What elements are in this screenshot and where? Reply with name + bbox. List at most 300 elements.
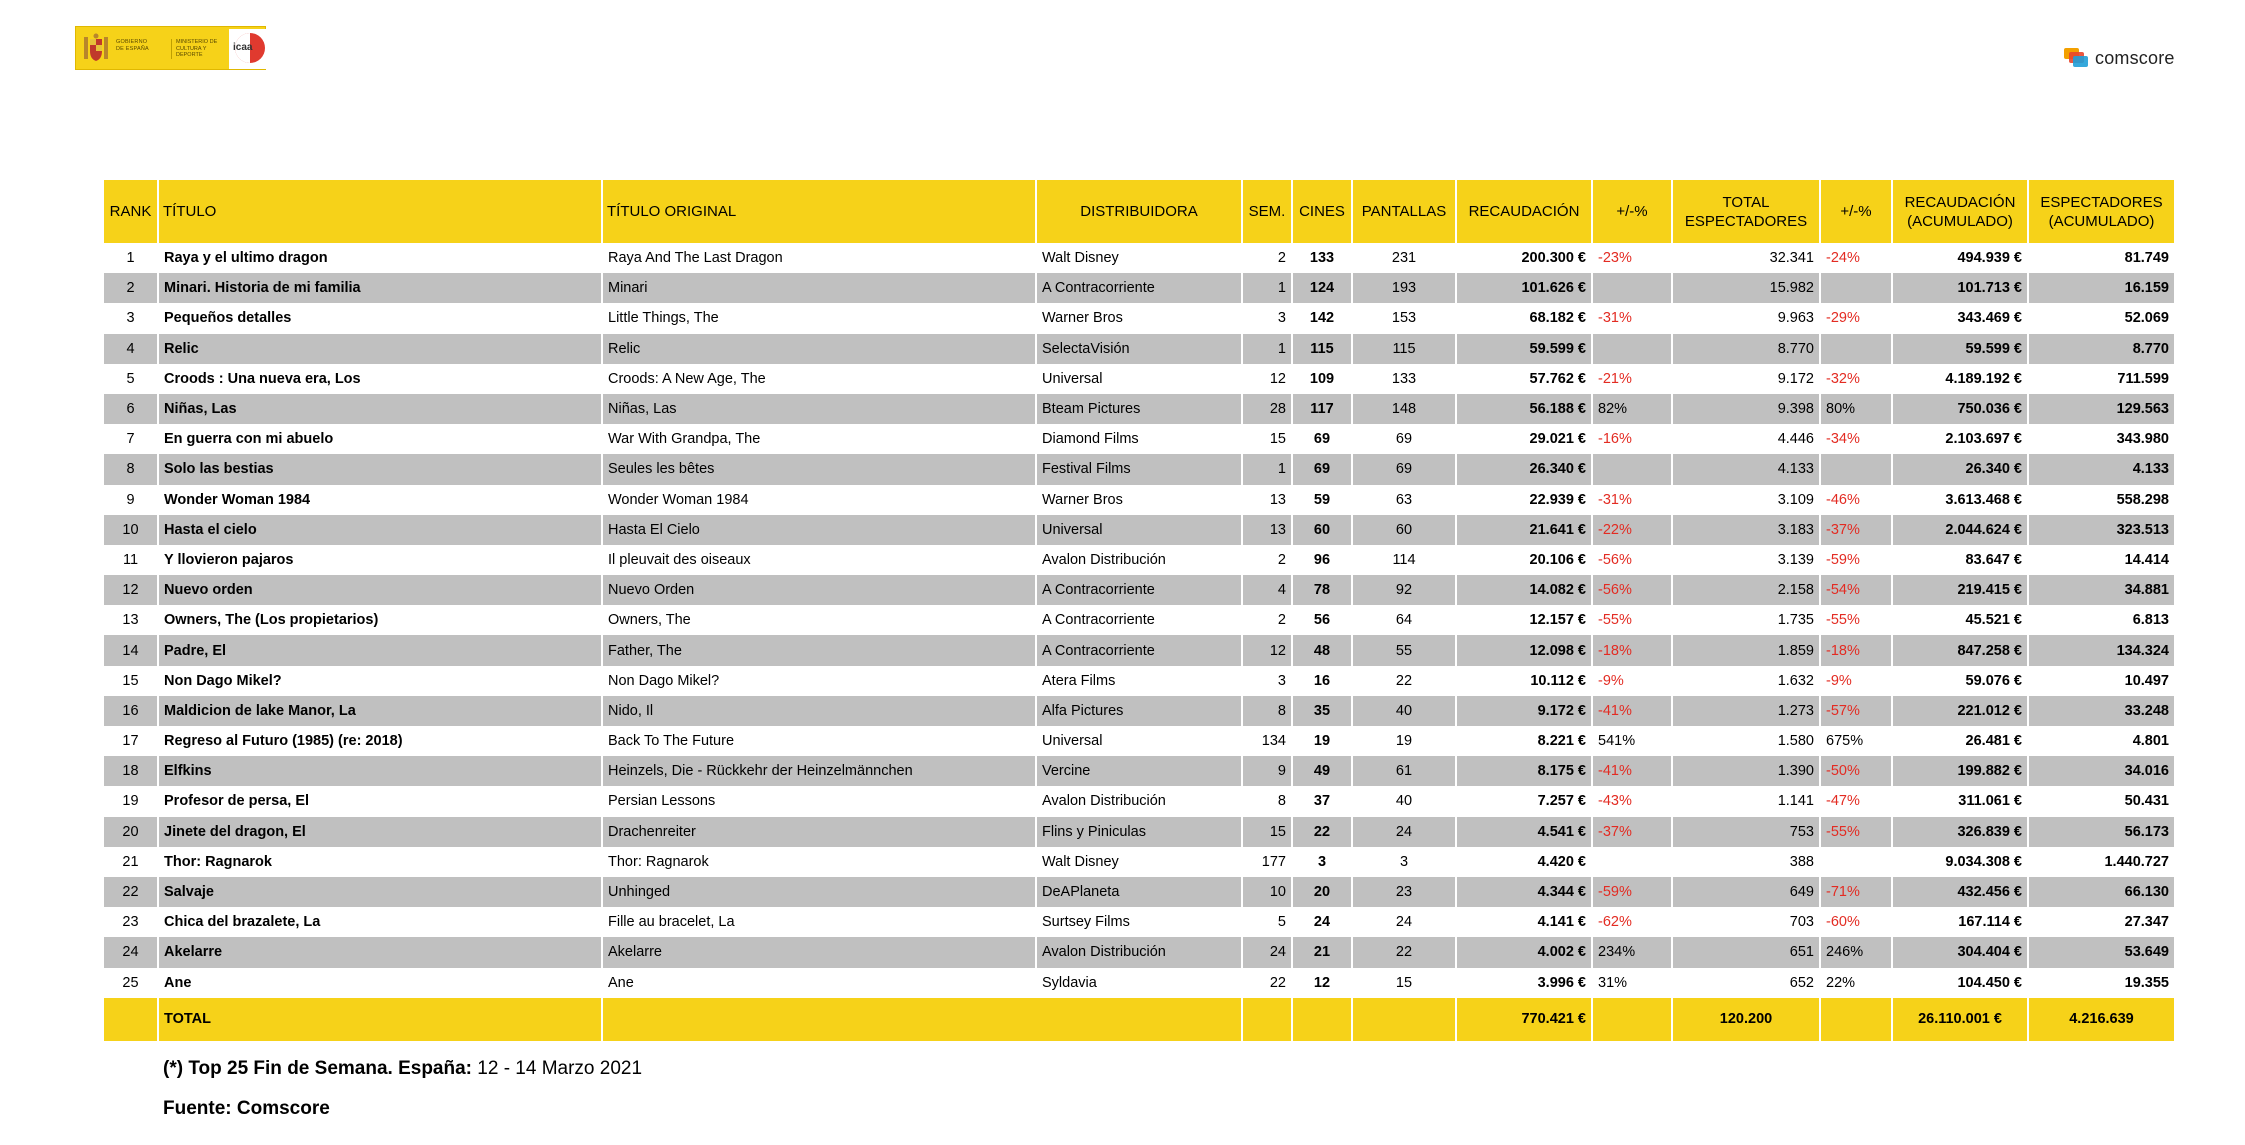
cell-cines: 20 <box>1292 877 1352 907</box>
cell-sem: 12 <box>1242 364 1292 394</box>
cell-v2 <box>1820 273 1892 303</box>
cell-cines: 78 <box>1292 575 1352 605</box>
cell-dist: Diamond Films <box>1036 424 1242 454</box>
footnote <box>163 1058 642 1080</box>
cell-v1: -21% <box>1592 364 1672 394</box>
cell-rec: 29.021 € <box>1456 424 1592 454</box>
cell-v2: -50% <box>1820 756 1892 786</box>
cell-dist: Alfa Pictures <box>1036 696 1242 726</box>
cell-rec_acum: 311.061 € <box>1892 786 2028 816</box>
cell-esp: 4.133 <box>1672 454 1820 484</box>
col-sem: SEM. <box>1242 180 1292 243</box>
cell-titulo: Non Dago Mikel? <box>158 666 602 696</box>
cell-titulo: Solo las bestias <box>158 454 602 484</box>
cell-dist: Atera Films <box>1036 666 1242 696</box>
cell-cines: 12 <box>1292 968 1352 998</box>
cell-rec: 4.541 € <box>1456 817 1592 847</box>
cell-v1: -43% <box>1592 786 1672 816</box>
cell-esp_acum: 81.749 <box>2028 243 2174 273</box>
cell-esp: 3.183 <box>1672 515 1820 545</box>
cell-cines: 56 <box>1292 605 1352 635</box>
cell-v1: -18% <box>1592 635 1672 665</box>
cell-v2: -32% <box>1820 364 1892 394</box>
cell-rec_acum: 2.103.697 € <box>1892 424 2028 454</box>
cell-cines: 69 <box>1292 454 1352 484</box>
cell-titulo: Nuevo orden <box>158 575 602 605</box>
cell-v1: -62% <box>1592 907 1672 937</box>
cell-rank: 1 <box>104 243 158 273</box>
cell-v2: -60% <box>1820 907 1892 937</box>
cell-esp: 9.398 <box>1672 394 1820 424</box>
col-rec-acum-line1: RECAUDACIÓN <box>1904 193 2016 211</box>
cell-v2: 246% <box>1820 937 1892 967</box>
cell-pantallas: 193 <box>1352 273 1456 303</box>
cell-rec_acum: 2.044.624 € <box>1892 515 2028 545</box>
cell-v1: 541% <box>1592 726 1672 756</box>
col-recaudacion-acumulado <box>1892 180 2028 243</box>
cell-esp: 1.390 <box>1672 756 1820 786</box>
cell-pantallas: 63 <box>1352 485 1456 515</box>
cell-cines: 109 <box>1292 364 1352 394</box>
cell-rank: 15 <box>104 666 158 696</box>
cell-titulo: Chica del brazalete, La <box>158 907 602 937</box>
cell-original: Thor: Ragnarok <box>602 847 1036 877</box>
cell-rank: 18 <box>104 756 158 786</box>
cell-pantallas: 92 <box>1352 575 1456 605</box>
col-titulo: TÍTULO <box>158 180 602 243</box>
cell-dist: A Contracorriente <box>1036 273 1242 303</box>
cell-dist: Vercine <box>1036 756 1242 786</box>
cell-rec_acum: 304.404 € <box>1892 937 2028 967</box>
cell-pantallas: 148 <box>1352 394 1456 424</box>
cell-esp_acum: 323.513 <box>2028 515 2174 545</box>
cell-rank: 11 <box>104 545 158 575</box>
cell-original: Non Dago Mikel? <box>602 666 1036 696</box>
cell-original: War With Grandpa, The <box>602 424 1036 454</box>
cell-cines: 24 <box>1292 907 1352 937</box>
table-row <box>104 786 2174 816</box>
cell-dist: Universal <box>1036 726 1242 756</box>
col-pantallas: PANTALLAS <box>1352 180 1456 243</box>
cell-esp: 4.446 <box>1672 424 1820 454</box>
source-note: Fuente: Comscore <box>163 1098 330 1119</box>
table-row <box>104 334 2174 364</box>
cell-esp_acum: 343.980 <box>2028 424 2174 454</box>
cell-esp_acum: 56.173 <box>2028 817 2174 847</box>
cell-titulo: Padre, El <box>158 635 602 665</box>
cell-esp: 32.341 <box>1672 243 1820 273</box>
col-espectadores-acumulado <box>2028 180 2174 243</box>
cell-v2: -57% <box>1820 696 1892 726</box>
cell-original: Akelarre <box>602 937 1036 967</box>
cell-v1: -31% <box>1592 303 1672 333</box>
cell-esp: 753 <box>1672 817 1820 847</box>
cell-dist: Warner Bros <box>1036 485 1242 515</box>
cell-sem: 22 <box>1242 968 1292 998</box>
cell-original: Drachenreiter <box>602 817 1036 847</box>
cell-dist: Warner Bros <box>1036 303 1242 333</box>
cell-esp_acum: 14.414 <box>2028 545 2174 575</box>
cell-esp_acum: 52.069 <box>2028 303 2174 333</box>
table-row <box>104 454 2174 484</box>
cell-pantallas: 114 <box>1352 545 1456 575</box>
cell-v1: -56% <box>1592 545 1672 575</box>
cell-cines: 22 <box>1292 817 1352 847</box>
cell-esp: 1.859 <box>1672 635 1820 665</box>
cell-esp: 1.273 <box>1672 696 1820 726</box>
cell-rec_acum: 3.613.468 € <box>1892 485 2028 515</box>
cell-rec: 101.626 € <box>1456 273 1592 303</box>
cell-sem: 9 <box>1242 756 1292 786</box>
cell-v2: 22% <box>1820 968 1892 998</box>
col-distribuidora: DISTRIBUIDORA <box>1036 180 1242 243</box>
cell-rank: 7 <box>104 424 158 454</box>
cell-rec: 57.762 € <box>1456 364 1592 394</box>
cell-titulo: Wonder Woman 1984 <box>158 485 602 515</box>
cell-v2: -54% <box>1820 575 1892 605</box>
cell-v1: 31% <box>1592 968 1672 998</box>
table-row <box>104 575 2174 605</box>
cell-rec: 7.257 € <box>1456 786 1592 816</box>
cell-titulo: Hasta el cielo <box>158 515 602 545</box>
cell-rec: 4.002 € <box>1456 937 1592 967</box>
table-row <box>104 817 2174 847</box>
cell-rank: 21 <box>104 847 158 877</box>
cell-v1: -41% <box>1592 756 1672 786</box>
cell-rec: 4.420 € <box>1456 847 1592 877</box>
cell-esp_acum: 66.130 <box>2028 877 2174 907</box>
cell-cines: 35 <box>1292 696 1352 726</box>
cell-original: Back To The Future <box>602 726 1036 756</box>
cell-esp: 9.963 <box>1672 303 1820 333</box>
cell-esp_acum: 33.248 <box>2028 696 2174 726</box>
cell-v1: -9% <box>1592 666 1672 696</box>
cell-v1 <box>1592 273 1672 303</box>
cell-v2 <box>1820 454 1892 484</box>
table-row <box>104 273 2174 303</box>
col-cines: CINES <box>1292 180 1352 243</box>
cell-rec: 12.098 € <box>1456 635 1592 665</box>
cell-pantallas: 231 <box>1352 243 1456 273</box>
cell-rec: 8.221 € <box>1456 726 1592 756</box>
table-row <box>104 696 2174 726</box>
cell-esp: 8.770 <box>1672 334 1820 364</box>
cell-cines: 37 <box>1292 786 1352 816</box>
cell-rec: 21.641 € <box>1456 515 1592 545</box>
cell-rec: 200.300 € <box>1456 243 1592 273</box>
cell-v1: -55% <box>1592 605 1672 635</box>
table-header-row <box>104 180 2174 243</box>
col-esp-acum-line2: (ACUMULADO) <box>2048 212 2155 230</box>
cell-rank: 13 <box>104 605 158 635</box>
cell-rank: 12 <box>104 575 158 605</box>
col-recaudacion: RECAUDACIÓN <box>1456 180 1592 243</box>
cell-esp_acum: 8.770 <box>2028 334 2174 364</box>
cell-pantallas: 24 <box>1352 907 1456 937</box>
table-row <box>104 907 2174 937</box>
cell-rec_acum: 432.456 € <box>1892 877 2028 907</box>
col-var-espectadores: +/-% <box>1820 180 1892 243</box>
cell-sem: 24 <box>1242 937 1292 967</box>
cell-rec_acum: 167.114 € <box>1892 907 2028 937</box>
cell-rec: 14.082 € <box>1456 575 1592 605</box>
cell-titulo: Niñas, Las <box>158 394 602 424</box>
cell-original: Ane <box>602 968 1036 998</box>
cell-sem: 2 <box>1242 605 1292 635</box>
cell-sem: 3 <box>1242 666 1292 696</box>
cell-cines: 117 <box>1292 394 1352 424</box>
cell-original: Father, The <box>602 635 1036 665</box>
cell-pantallas: 22 <box>1352 666 1456 696</box>
cell-sem: 10 <box>1242 877 1292 907</box>
cell-cines: 142 <box>1292 303 1352 333</box>
cell-dist: Syldavia <box>1036 968 1242 998</box>
cell-rec_acum: 199.882 € <box>1892 756 2028 786</box>
cell-original: Unhinged <box>602 877 1036 907</box>
footnote-title: (*) Top 25 Fin de Semana. España: <box>163 1058 472 1079</box>
table-row <box>104 666 2174 696</box>
cell-titulo: Regreso al Futuro (1985) (re: 2018) <box>158 726 602 756</box>
cell-v2: -46% <box>1820 485 1892 515</box>
footnote-dates: 12 - 14 Marzo 2021 <box>472 1058 643 1079</box>
cell-v2 <box>1820 847 1892 877</box>
cell-original: Owners, The <box>602 605 1036 635</box>
cell-sem: 5 <box>1242 907 1292 937</box>
cell-titulo: Salvaje <box>158 877 602 907</box>
col-var-recaudacion: +/-% <box>1592 180 1672 243</box>
cell-rec: 68.182 € <box>1456 303 1592 333</box>
cell-dist: Flins y Piniculas <box>1036 817 1242 847</box>
cell-rec_acum: 59.076 € <box>1892 666 2028 696</box>
cell-pantallas: 3 <box>1352 847 1456 877</box>
total-espectadores: 120.200 <box>1672 998 1820 1041</box>
cell-rec: 4.141 € <box>1456 907 1592 937</box>
cell-rank: 10 <box>104 515 158 545</box>
cell-pantallas: 69 <box>1352 424 1456 454</box>
cell-rank: 9 <box>104 485 158 515</box>
cell-titulo: Minari. Historia de mi familia <box>158 273 602 303</box>
cell-esp_acum: 10.497 <box>2028 666 2174 696</box>
cell-sem: 177 <box>1242 847 1292 877</box>
cell-rank: 8 <box>104 454 158 484</box>
cell-esp: 703 <box>1672 907 1820 937</box>
table-row <box>104 485 2174 515</box>
cell-sem: 1 <box>1242 454 1292 484</box>
cell-sem: 4 <box>1242 575 1292 605</box>
cell-v2: -18% <box>1820 635 1892 665</box>
cell-v1: -31% <box>1592 485 1672 515</box>
cell-rec_acum: 494.939 € <box>1892 243 2028 273</box>
cell-sem: 8 <box>1242 696 1292 726</box>
cell-pantallas: 24 <box>1352 817 1456 847</box>
cell-cines: 16 <box>1292 666 1352 696</box>
cell-titulo: Relic <box>158 334 602 364</box>
cell-titulo: Raya y el ultimo dragon <box>158 243 602 273</box>
cell-rec_acum: 59.599 € <box>1892 334 2028 364</box>
cell-sem: 15 <box>1242 817 1292 847</box>
cell-rec_acum: 83.647 € <box>1892 545 2028 575</box>
cell-rec_acum: 9.034.308 € <box>1892 847 2028 877</box>
cell-titulo: Y llovieron pajaros <box>158 545 602 575</box>
total-recaudacion: 770.421 € <box>1456 998 1592 1041</box>
cell-rec_acum: 326.839 € <box>1892 817 2028 847</box>
cell-original: Heinzels, Die - Rückkehr der Heinzelmännchen <box>602 756 1036 786</box>
cell-dist: A Contracorriente <box>1036 605 1242 635</box>
table-row <box>104 635 2174 665</box>
cell-original: Niñas, Las <box>602 394 1036 424</box>
cell-v2 <box>1820 334 1892 364</box>
col-rank: RANK <box>104 180 158 243</box>
table-row <box>104 515 2174 545</box>
cell-rec: 26.340 € <box>1456 454 1592 484</box>
cell-sem: 12 <box>1242 635 1292 665</box>
cell-original: Croods: A New Age, The <box>602 364 1036 394</box>
cell-pantallas: 60 <box>1352 515 1456 545</box>
cell-rec_acum: 750.036 € <box>1892 394 2028 424</box>
cell-pantallas: 69 <box>1352 454 1456 484</box>
cell-pantallas: 61 <box>1352 756 1456 786</box>
cell-v2: 80% <box>1820 394 1892 424</box>
cell-esp: 651 <box>1672 937 1820 967</box>
cell-esp: 1.735 <box>1672 605 1820 635</box>
table-row <box>104 424 2174 454</box>
cell-sem: 1 <box>1242 334 1292 364</box>
cell-titulo: Jinete del dragon, El <box>158 817 602 847</box>
ministry-text: MINISTERIO DE CULTURA Y DEPORTE <box>171 39 226 59</box>
table-row <box>104 726 2174 756</box>
cell-dist: DeAPlaneta <box>1036 877 1242 907</box>
cell-sem: 2 <box>1242 545 1292 575</box>
cell-rank: 14 <box>104 635 158 665</box>
cell-v1: -59% <box>1592 877 1672 907</box>
cell-rec_acum: 221.012 € <box>1892 696 2028 726</box>
table-row <box>104 605 2174 635</box>
cell-dist: Universal <box>1036 515 1242 545</box>
spain-crest-icon <box>82 33 110 65</box>
cell-dist: A Contracorriente <box>1036 635 1242 665</box>
cell-cines: 59 <box>1292 485 1352 515</box>
cell-v1: 82% <box>1592 394 1672 424</box>
cell-pantallas: 22 <box>1352 937 1456 967</box>
cell-esp_acum: 6.813 <box>2028 605 2174 635</box>
cell-rank: 25 <box>104 968 158 998</box>
table-row <box>104 968 2174 998</box>
cell-dist: Avalon Distribución <box>1036 545 1242 575</box>
cell-titulo: Profesor de persa, El <box>158 786 602 816</box>
col-titulo-original: TÍTULO ORIGINAL <box>602 180 1036 243</box>
cell-esp: 2.158 <box>1672 575 1820 605</box>
cell-rank: 24 <box>104 937 158 967</box>
table-row <box>104 364 2174 394</box>
cell-v2: -55% <box>1820 817 1892 847</box>
cell-esp_acum: 34.881 <box>2028 575 2174 605</box>
cell-sem: 2 <box>1242 243 1292 273</box>
cell-esp_acum: 711.599 <box>2028 364 2174 394</box>
cell-rank: 2 <box>104 273 158 303</box>
cell-esp_acum: 16.159 <box>2028 273 2174 303</box>
comscore-text: comscore <box>2095 47 2175 68</box>
cell-cines: 49 <box>1292 756 1352 786</box>
col-esp-acum-line1: ESPECTADORES <box>2040 193 2163 211</box>
cell-esp_acum: 558.298 <box>2028 485 2174 515</box>
cell-rec: 56.188 € <box>1456 394 1592 424</box>
cell-cines: 60 <box>1292 515 1352 545</box>
cell-esp: 1.580 <box>1672 726 1820 756</box>
cell-rec_acum: 343.469 € <box>1892 303 2028 333</box>
cell-pantallas: 40 <box>1352 786 1456 816</box>
icaa-text: icaa <box>233 42 253 53</box>
cell-original: Wonder Woman 1984 <box>602 485 1036 515</box>
cell-rank: 23 <box>104 907 158 937</box>
cell-rec: 9.172 € <box>1456 696 1592 726</box>
cell-dist: SelectaVisión <box>1036 334 1242 364</box>
cell-esp_acum: 4.801 <box>2028 726 2174 756</box>
total-espectadores-acumulado: 4.216.639 <box>2028 998 2174 1041</box>
cell-v1: -37% <box>1592 817 1672 847</box>
cell-esp: 3.109 <box>1672 485 1820 515</box>
cell-rank: 20 <box>104 817 158 847</box>
government-text: GOBIERNO DE ESPAÑA <box>116 39 149 52</box>
cell-sem: 1 <box>1242 273 1292 303</box>
cell-original: Seules les bêtes <box>602 454 1036 484</box>
cell-esp_acum: 27.347 <box>2028 907 2174 937</box>
cell-rec_acum: 26.340 € <box>1892 454 2028 484</box>
cell-original: Nuevo Orden <box>602 575 1036 605</box>
col-total-espectadores-line2: ESPECTADORES <box>1684 212 1808 230</box>
cell-esp_acum: 134.324 <box>2028 635 2174 665</box>
cell-original: Il pleuvait des oiseaux <box>602 545 1036 575</box>
total-label: TOTAL <box>158 998 602 1041</box>
cell-cines: 96 <box>1292 545 1352 575</box>
cell-rec_acum: 104.450 € <box>1892 968 2028 998</box>
cell-titulo: Akelarre <box>158 937 602 967</box>
cell-v2: -55% <box>1820 605 1892 635</box>
cell-esp_acum: 129.563 <box>2028 394 2174 424</box>
cell-esp_acum: 34.016 <box>2028 756 2174 786</box>
cell-dist: Walt Disney <box>1036 847 1242 877</box>
table-row <box>104 303 2174 333</box>
table-row <box>104 756 2174 786</box>
cell-v2: -34% <box>1820 424 1892 454</box>
cell-esp_acum: 19.355 <box>2028 968 2174 998</box>
cell-rank: 22 <box>104 877 158 907</box>
cell-dist: Universal <box>1036 364 1242 394</box>
comscore-mark-icon <box>2064 48 2088 68</box>
cell-esp: 652 <box>1672 968 1820 998</box>
cell-rec: 10.112 € <box>1456 666 1592 696</box>
cell-rec_acum: 219.415 € <box>1892 575 2028 605</box>
cell-original: Persian Lessons <box>602 786 1036 816</box>
cell-rec_acum: 4.189.192 € <box>1892 364 2028 394</box>
table-row <box>104 545 2174 575</box>
cell-pantallas: 23 <box>1352 877 1456 907</box>
cell-esp: 9.172 <box>1672 364 1820 394</box>
cell-rec: 20.106 € <box>1456 545 1592 575</box>
cell-titulo: Ane <box>158 968 602 998</box>
cell-esp: 15.982 <box>1672 273 1820 303</box>
cell-rank: 16 <box>104 696 158 726</box>
cell-sem: 3 <box>1242 303 1292 333</box>
cell-v1: -41% <box>1592 696 1672 726</box>
cell-v1: 234% <box>1592 937 1672 967</box>
cell-cines: 48 <box>1292 635 1352 665</box>
cell-pantallas: 19 <box>1352 726 1456 756</box>
cell-pantallas: 153 <box>1352 303 1456 333</box>
cell-dist: Walt Disney <box>1036 243 1242 273</box>
cell-titulo: Elfkins <box>158 756 602 786</box>
cell-titulo: En guerra con mi abuelo <box>158 424 602 454</box>
cell-original: Minari <box>602 273 1036 303</box>
